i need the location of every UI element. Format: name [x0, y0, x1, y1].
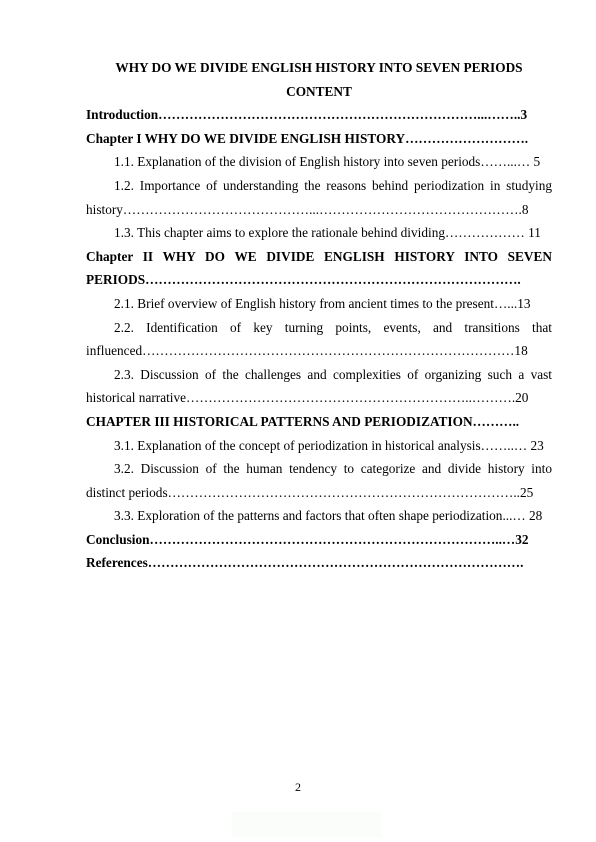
toc-entry-2-3: 2.3. Discussion of the challenges and complexities of organizing such a vast historical narrative………………………………………………………..……….20 [86, 366, 552, 406]
table-of-contents [86, 56, 552, 575]
toc-entry-1-1: 1.1. Explanation of the division of English history into seven periods……...… 5 [114, 154, 541, 170]
toc-entry-chapter-1: Chapter I WHY DO WE DIVIDE ENGLISH HISTORY………………………. [86, 130, 529, 146]
toc-entry-1-3: 1.3. This chapter aims to explore the rationale behind dividing……………… 11 [114, 225, 541, 241]
toc-entry-3-3: 3.3. Exploration of the patterns and factors that often shape periodization...… 28 [114, 508, 543, 524]
toc-entry-references: References…………………………………………………………………………. [86, 555, 524, 571]
page-number: 2 [295, 780, 301, 794]
toc-entry-2-2: 2.2. Identification of key turning points, events, and transitions that influenced…………………………………………………………………………18 [86, 319, 552, 359]
toc-entry-3-1: 3.1. Explanation of the concept of periodization in historical analysis……..… 23 [114, 437, 544, 453]
content-heading: CONTENT [286, 83, 352, 99]
toc-entry-3-2: 3.2. Discussion of the human tendency to categorize and divide history into distinct periods……………………………………………………………………..25 [86, 461, 552, 500]
toc-entry-chapter-2: Chapter II WHY DO WE DIVIDE ENGLISH HISTORY INTO SEVEN PERIODS…………………………………………………………………………. [86, 248, 552, 288]
document-title: WHY DO WE DIVIDE ENGLISH HISTORY INTO SEVEN PERIODS [115, 60, 523, 75]
footer-blank-area [232, 812, 382, 838]
toc-entry-chapter-3: CHAPTER III HISTORICAL PATTERNS AND PERIODIZATION……….. [86, 413, 520, 429]
toc-entry-1-2: 1.2. Importance of understanding the reasons behind periodization in studying history……………………………………...……………………………………….8 [86, 177, 552, 217]
toc-entry-conclusion: Conclusion……………………………………………………………………..…32 [86, 531, 529, 547]
toc-entry-introduction: Introduction………………………………………………………………...……..3 [86, 107, 528, 123]
toc-entry-2-1: 2.1. Brief overview of English history from ancient times to the present…...13 [114, 295, 531, 311]
